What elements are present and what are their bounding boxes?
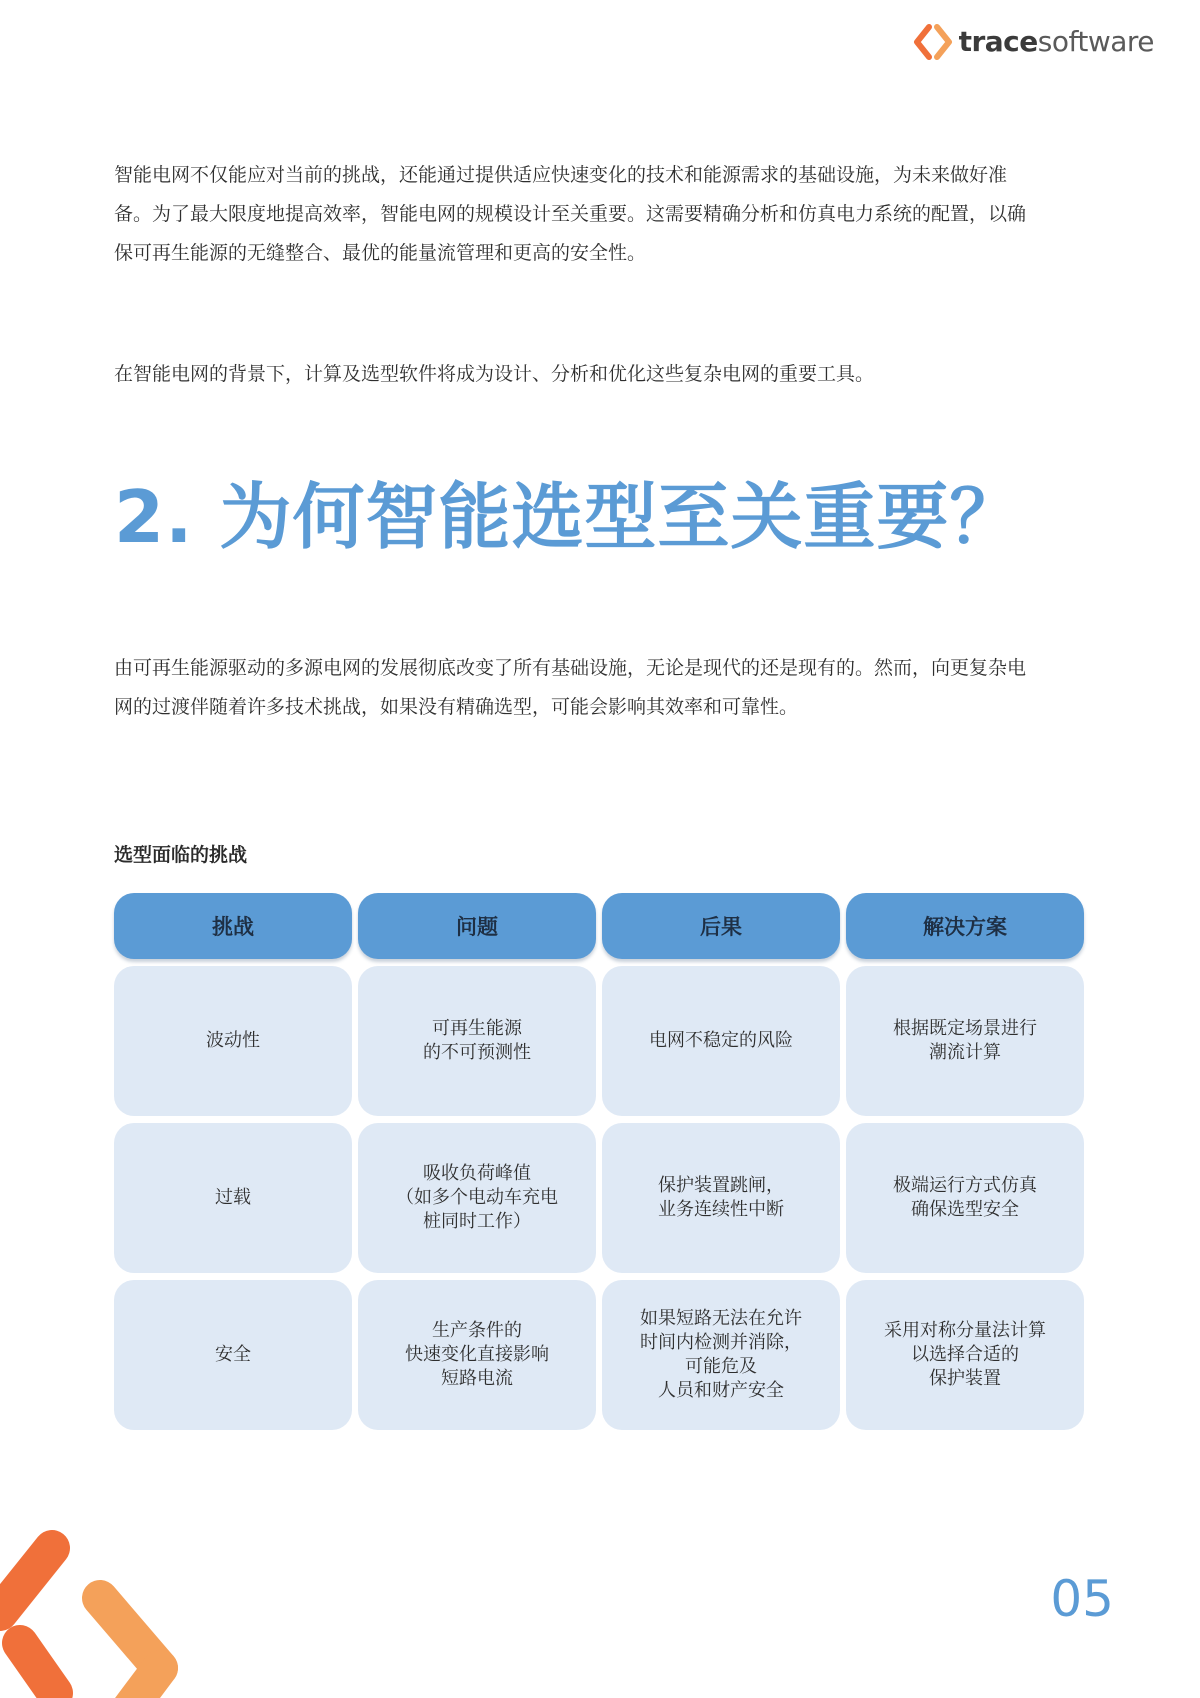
table-cell: 可再生能源 的不可预测性 [358, 966, 596, 1116]
table-header-solution: 解决方案 [846, 893, 1084, 959]
logo-wordmark [958, 25, 1154, 58]
section-paragraph: 由可再生能源驱动的多源电网的发展彻底改变了所有基础设施，无论是现代的还是现有的。然而，向更复杂电网的过渡伴随着许多技术挑战，如果没有精确选型，可能会影响其效率和可靠性。 [114, 657, 1027, 718]
table-cell: 采用对称分量法计算 以选择合适的 保护装置 [846, 1280, 1084, 1430]
trace-logo-icon [913, 24, 953, 60]
challenges-table [114, 893, 1085, 1430]
table-cell: 保护装置跳闸， 业务连续性中断 [602, 1123, 840, 1273]
brand-logo [913, 24, 1154, 60]
table-cell: 如果短路无法在允许 时间内检测并消除， 可能危及 人员和财产安全 [602, 1280, 840, 1430]
intro-paragraph: 智能电网不仅能应对当前的挑战，还能通过提供适应快速变化的技术和能源需求的基础设施，为未来做好准备。为了最大限度地提高效率，智能电网的规模设计至关重要。这需要精确分析和仿真电力系统的配置，以确保可再生能源的无缝整合、最优的能量流管理和更高的安全性。 [114, 164, 1027, 264]
table-title: 选型面临的挑战 [114, 844, 248, 866]
table-cell: 吸收负荷峰值 （如多个电动车充电 桩同时工作） [358, 1123, 596, 1273]
table-header-challenge: 挑战 [114, 893, 352, 959]
section-heading: 2. 为何智能选型至关重要？ [114, 475, 1023, 559]
corner-brand-chevron-icon [0, 1518, 200, 1698]
table-cell: 根据既定场景进行 潮流计算 [846, 966, 1084, 1116]
table-cell: 极端运行方式仿真 确保选型安全 [846, 1123, 1084, 1273]
page-number: 05 [1050, 1570, 1114, 1628]
context-paragraph: 在智能电网的背景下，计算及选型软件将成为设计、分析和优化这些复杂电网的重要工具。 [114, 363, 875, 385]
table-header-problem: 问题 [358, 893, 596, 959]
table-cell: 生产条件的 快速变化直接影响 短路电流 [358, 1280, 596, 1430]
table-cell: 电网不稳定的风险 [602, 966, 840, 1116]
table-header-consequence: 后果 [602, 893, 840, 959]
table-cell: 过载 [114, 1123, 352, 1273]
logo-light-text: software [1037, 25, 1154, 58]
table-cell: 波动性 [114, 966, 352, 1116]
table-cell: 安全 [114, 1280, 352, 1430]
logo-bold-text: trace [958, 25, 1038, 58]
